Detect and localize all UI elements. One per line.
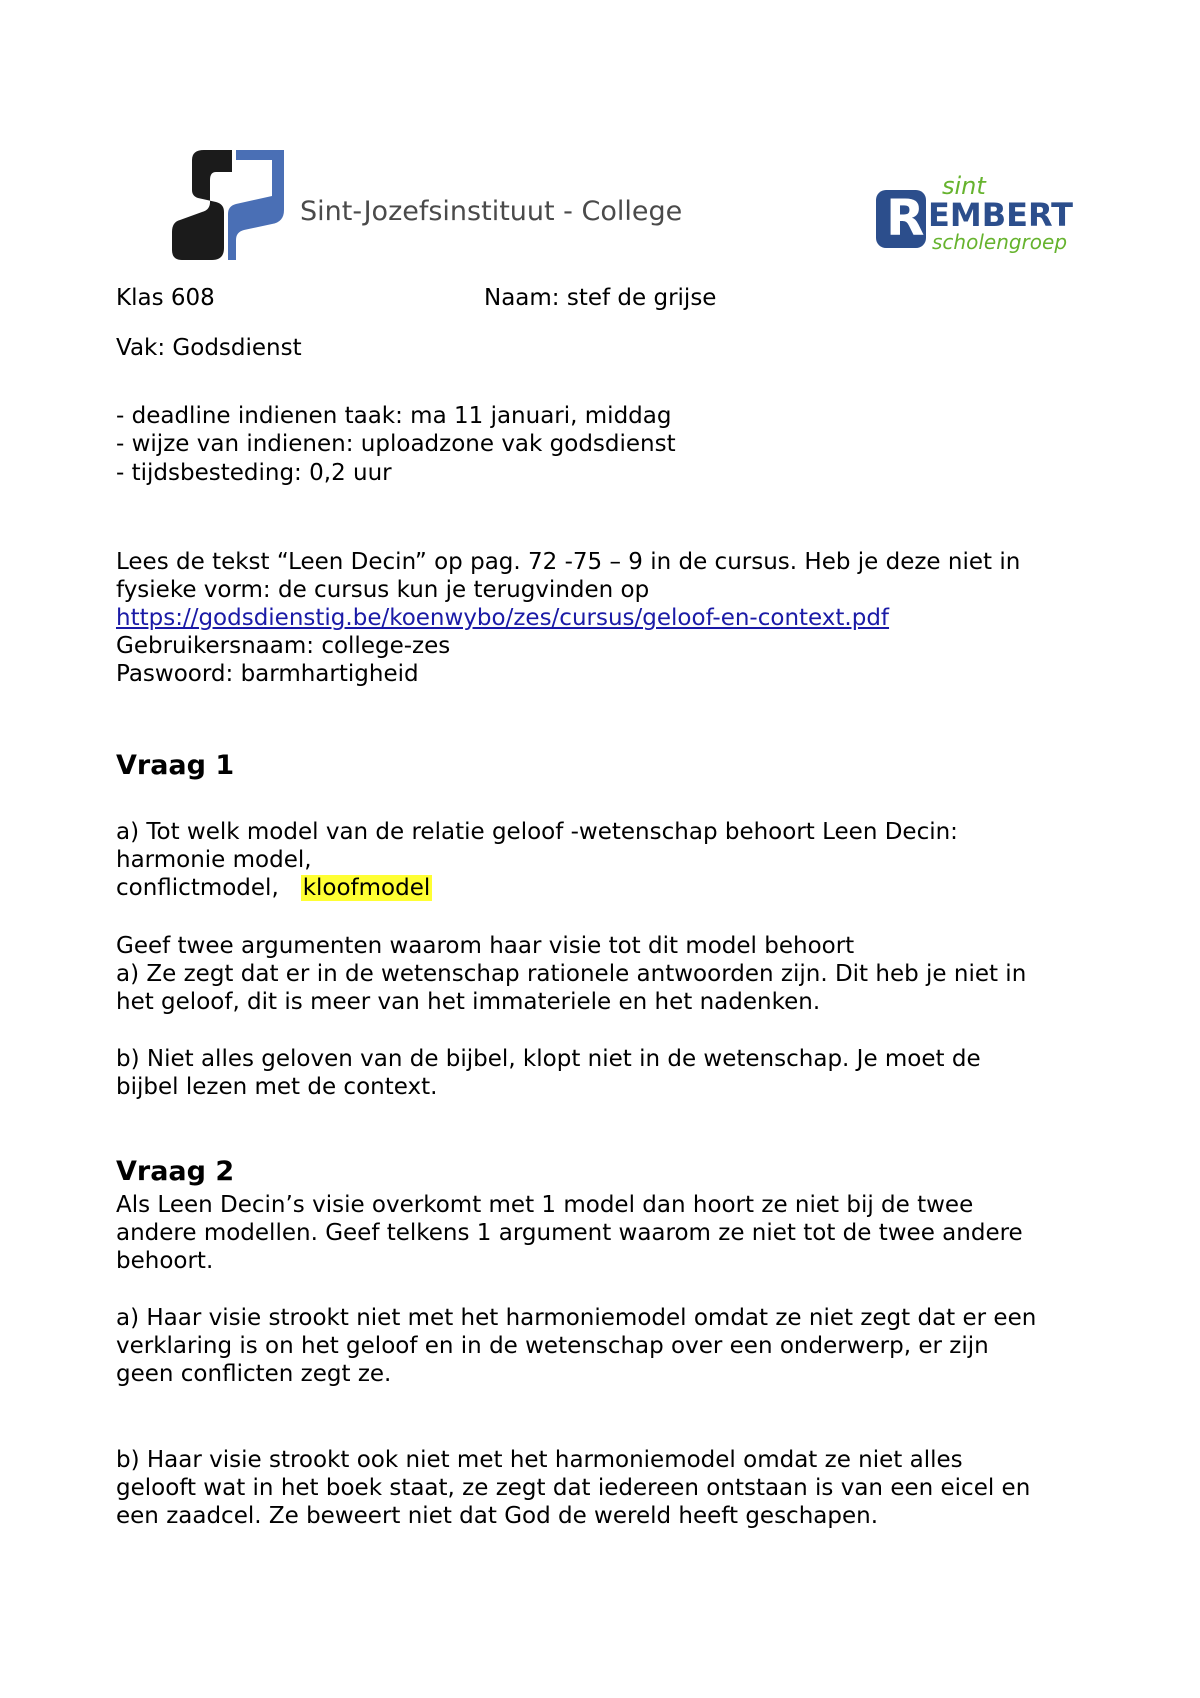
rembert-logo-initial: R: [886, 189, 925, 247]
sji-logo-icon: [172, 150, 292, 260]
username-line: Gebruikersnaam: college-zes: [116, 633, 451, 659]
klas-label: Klas 608: [116, 285, 215, 311]
vraag2-answer-b-line-2: gelooft wat in het boek staat, ze zegt dat iedereen ontstaan is van een eicel en: [116, 1475, 1031, 1501]
vraag1-question-line-1: a) Tot welk model van de relatie geloof -wetenschap behoort Leen Decin:: [116, 819, 958, 845]
naam-label: Naam: stef de grijse: [484, 285, 717, 311]
vraag1-option-conflict: conflictmodel,: [116, 875, 279, 901]
vraag2-question-line-1: Als Leen Decin’s visie overkomt met 1 model dan hoort ze niet bij de twee: [116, 1192, 974, 1218]
vraag1-question-line-3: [116, 874, 432, 902]
rembert-logo-sub: scholengroep: [932, 230, 1068, 254]
vraag2-question-line-3: behoort.: [116, 1248, 214, 1274]
password-line: Paswoord: barmhartigheid: [116, 661, 419, 687]
vraag1-arg-a-line-1: a) Ze zegt dat er in de wetenschap rationele antwoorden zijn. Dit heb je niet in: [116, 961, 1027, 987]
rembert-logo-sint: sint: [942, 172, 986, 200]
vraag1-arg-b-line-1: b) Niet alles geloven van de bijbel, klopt niet in de wetenschap. Je moet de: [116, 1046, 981, 1072]
vraag2-answer-a-line-3: geen conflicten zegt ze.: [116, 1361, 392, 1387]
instruction-method: - wijze van indienen: uploadzone vak godsdienst: [116, 431, 676, 457]
vraag1-arg-a-line-2: het geloof, dit is meer van het immateriele en het nadenken.: [116, 989, 821, 1015]
vraag2-answer-b-line-3: een zaadcel. Ze beweert niet dat God de wereld heeft geschapen.: [116, 1503, 879, 1529]
letterhead: [172, 62, 1072, 260]
vraag2-answer-a-line-1: a) Haar visie strookt niet met het harmoniemodel omdat ze niet zegt dat er een: [116, 1305, 1037, 1331]
rembert-logo-word: EMBERT: [928, 196, 1073, 234]
vraag2-question-line-2: andere modellen. Geef telkens 1 argument waarom ze niet tot de twee andere: [116, 1220, 1023, 1246]
vraag1-arg-b-line-2: bijbel lezen met de context.: [116, 1074, 438, 1100]
vak-label: Vak: Godsdienst: [116, 335, 302, 361]
vraag1-args-title: Geef twee argumenten waarom haar visie tot dit model behoort: [116, 933, 855, 959]
vraag2-heading: Vraag 2: [116, 1156, 235, 1187]
vraag1-question-line-2: harmonie model,: [116, 847, 312, 873]
intro-line-2: fysieke vorm: de cursus kun je terugvinden op: [116, 577, 650, 603]
intro-line-1: Lees de tekst “Leen Decin” op pag. 72 -75 – 9 in de cursus. Heb je deze niet in: [116, 549, 1021, 575]
vraag1-answer-highlight: kloofmodel: [302, 875, 431, 901]
school-name: Sint-Jozefsinstituut - College: [300, 196, 683, 227]
course-link[interactable]: https://godsdienstig.be/koenwybo/zes/cursus/geloof-en-context.pdf: [116, 605, 890, 631]
vraag2-answer-a-line-2: verklaring is on het geloof en in de wetenschap over een onderwerp, er zijn: [116, 1333, 989, 1359]
vraag1-heading: Vraag 1: [116, 750, 235, 781]
instruction-deadline: - deadline indienen taak: ma 11 januari, middag: [116, 403, 672, 429]
instruction-time: - tijdsbesteding: 0,2 uur: [116, 460, 392, 486]
vraag2-answer-b-line-1: b) Haar visie strookt ook niet met het harmoniemodel omdat ze niet alles: [116, 1447, 963, 1473]
